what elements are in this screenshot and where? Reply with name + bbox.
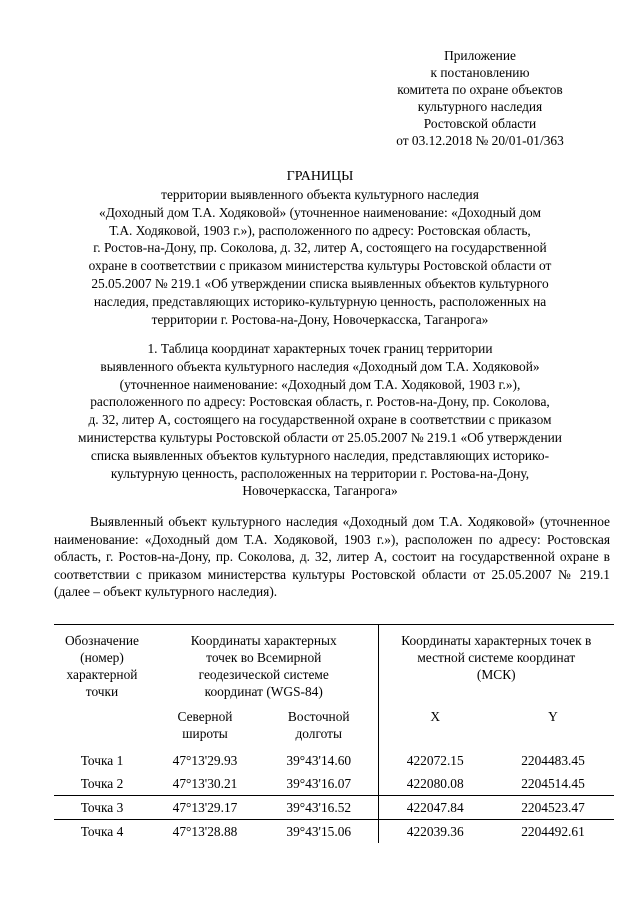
x-cell: 422039.36 — [378, 820, 492, 844]
table-header-row — [54, 625, 614, 709]
appendix-block — [380, 47, 580, 149]
heading-line: наследия, представляющих историко-культурную ценность, расположенных на — [93, 293, 547, 309]
table-title-line: министерства культуры Ростовской области от 25.05.2007 № 219.1 «Об утверждении — [78, 429, 562, 445]
x-cell: 422080.08 — [378, 772, 492, 796]
point-cell: Точка 4 — [80, 824, 124, 839]
table-title-line: д. 32, литер А, состоящего на государственной охране в соответствии с приказом — [88, 412, 552, 428]
msk-header-cell: Координаты характерных точек в местной системе координат (МСК) — [378, 625, 614, 709]
longitude-cell: 39°43'15.06 — [286, 824, 352, 839]
heading-line: Т.А. Ходяковой, 1903 г.»), расположенного по адресу: Ростовская область, — [109, 222, 531, 238]
intro-paragraph — [54, 513, 610, 601]
table-title-line: расположенного по адресу: Ростовская область, г. Ростов-на-Дону, пр. Соколова, — [90, 394, 550, 410]
wgs-header-cell: Координаты характерных точек во Всемирной геодезической системе координат (WGS-84) — [150, 625, 378, 709]
point-header-cell: Обозначение (номер) характерной точки — [54, 625, 150, 709]
appendix-line: комитета по охране объектов — [397, 82, 563, 97]
y-cell: 2204483.45 — [521, 753, 585, 768]
heading-line: территории выявленного объекта культурного наследия — [161, 187, 479, 202]
appendix-line: Приложение — [444, 48, 516, 63]
heading-line: г. Ростов-на-Дону, пр. Соколова, д. 32, литер А, состоящего на государственной — [93, 240, 547, 256]
latitude-cell: 47°13'29.17 — [150, 796, 260, 820]
heading-block — [48, 186, 592, 328]
table-title-line: культурную ценность, расположенных на территории г. Ростова-на-Дону, — [110, 465, 530, 481]
y-cell: 2204514.45 — [492, 772, 614, 796]
y-cell: 2204523.47 — [492, 796, 614, 820]
latitude-cell: 47°13'28.88 — [172, 824, 238, 839]
heading-line: «Доходный дом Т.А. Ходяковой» (уточненное наименование: «Доходный дом — [99, 204, 541, 220]
appendix-line: от 03.12.2018 № 20/01-01/363 — [396, 133, 564, 148]
longitude-cell: 39°43'16.52 — [260, 796, 378, 820]
latitude-cell: 47°13'30.21 — [150, 772, 260, 796]
table-row — [54, 772, 614, 796]
table-row — [54, 820, 614, 844]
appendix-line: к постановлению — [430, 65, 530, 80]
heading-line: территории г. Ростова-на-Дону, Новочеркасска, Таганрога» — [151, 311, 489, 327]
table-title-block — [48, 340, 592, 500]
y-header: Y — [548, 709, 558, 724]
table-subheader-row — [54, 708, 614, 749]
point-cell: Точка 2 — [54, 772, 150, 796]
table-title-line: выявленного объекта культурного наследия «Доходный дом Т.А. Ходяковой» — [100, 358, 540, 374]
coordinates-table — [54, 624, 614, 843]
longitude-header: Восточной долготы — [287, 709, 350, 741]
point-cell: Точка 1 — [80, 753, 124, 768]
table-title-line: Новочеркасска, Таганрога» — [242, 483, 398, 499]
table-title-line: 1. Таблица координат характерных точек границ территории — [147, 341, 493, 356]
x-cell: 422072.15 — [378, 749, 492, 772]
appendix-line: культурного наследия — [417, 99, 543, 114]
table-row — [54, 749, 614, 772]
appendix-line: Ростовской области — [423, 116, 537, 131]
x-cell: 422047.84 — [378, 796, 492, 820]
x-header: X — [378, 708, 492, 749]
heading-line: 25.05.2007 № 219.1 «Об утверждении списка выявленных объектов культурного — [91, 275, 549, 291]
table-title-line: списка выявленных объектов культурного наследия, представляющих историко- — [90, 447, 550, 463]
intro-text: Выявленный объект культурного наследия «Доходный дом Т.А. Ходяковой» (уточненное наименование: «Доходный дом Т.А. Ходяковой, 1903 г.»), расположен по адресу: Ростовская область, г. Ростов-на-Дону, пр. Соколова, д. 32, литер А, состоит на государственной охране в соответствии с приказом министерства культуры Ростовской области от 25.05.2007 № 219.1 (далее – объект культурного наследия). — [54, 514, 610, 599]
longitude-cell: 39°43'16.07 — [260, 772, 378, 796]
latitude-header: Северной широты — [177, 709, 233, 741]
table-row — [54, 796, 614, 820]
point-cell: Точка 3 — [54, 796, 150, 820]
latitude-cell: 47°13'29.93 — [172, 753, 238, 768]
table-title-line: (уточненное наименование: «Доходный дом Т.А. Ходяковой, 1903 г.»), — [119, 376, 521, 392]
longitude-cell: 39°43'14.60 — [286, 753, 352, 768]
heading-line: охране в соответствии с приказом министерства культуры Ростовской области от — [88, 258, 552, 274]
document-title: ГРАНИЦЫ — [286, 169, 354, 184]
y-cell: 2204492.61 — [521, 824, 585, 839]
